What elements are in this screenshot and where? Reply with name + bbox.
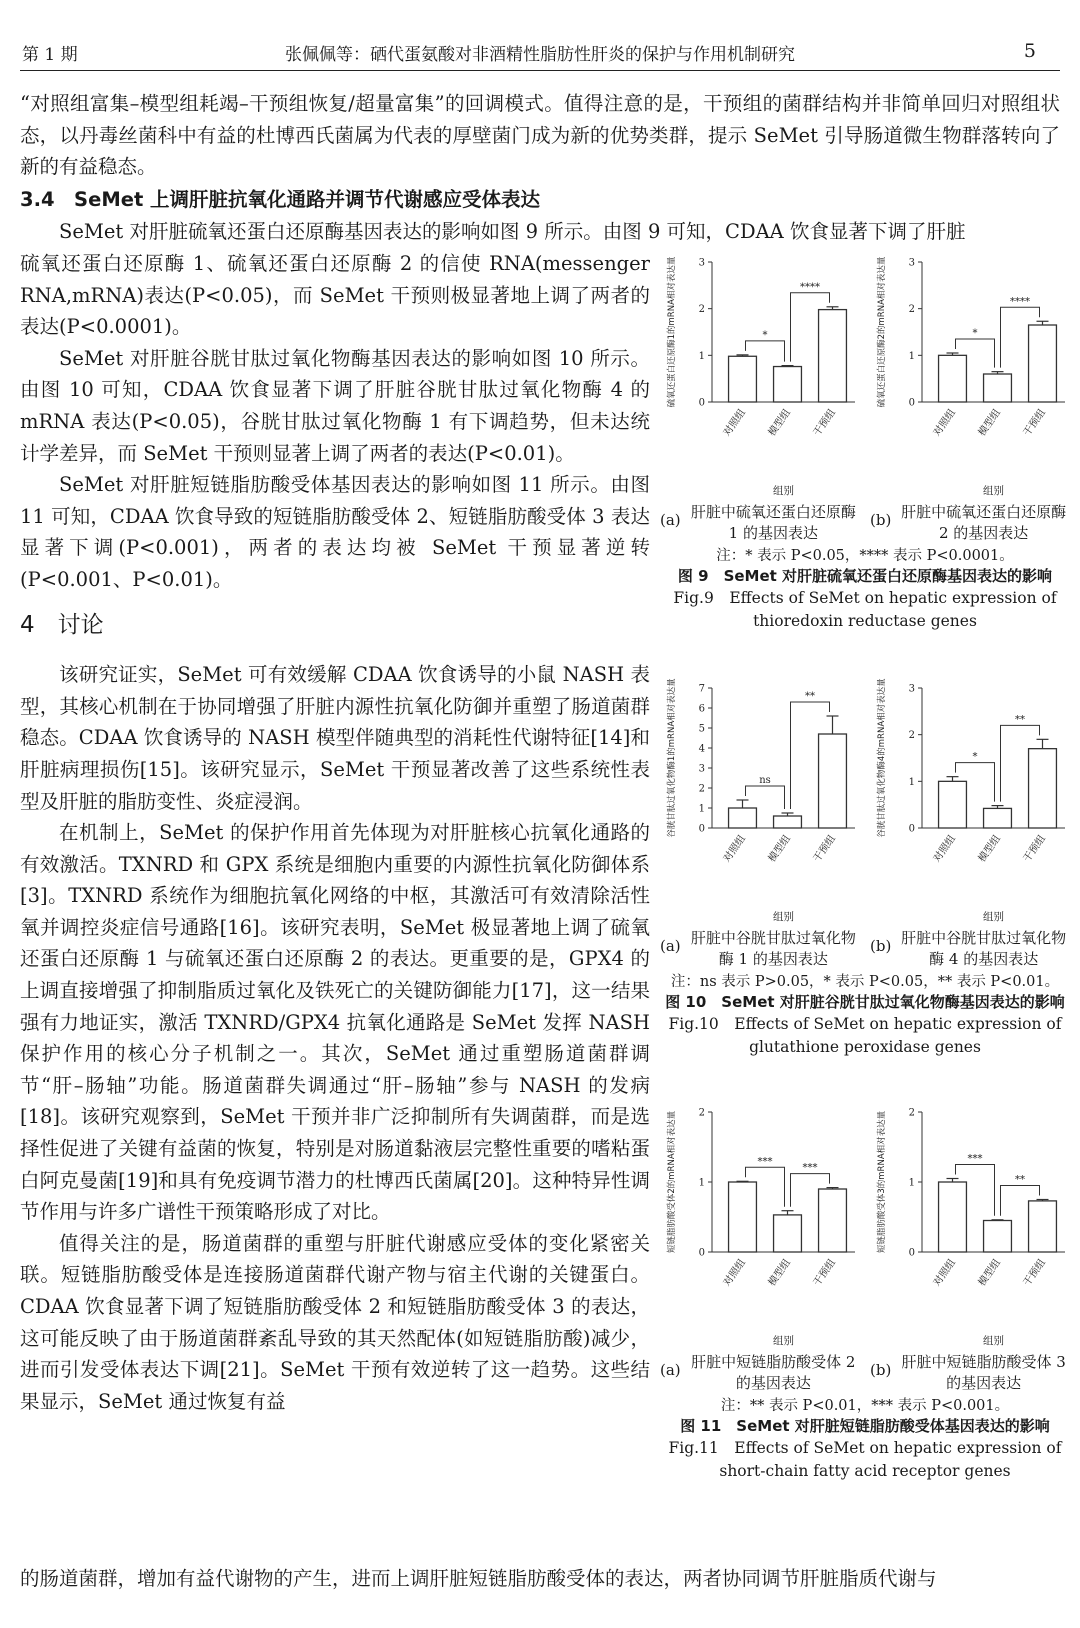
x-tick-label: 模型组 [976, 1257, 1003, 1289]
bar [729, 1182, 757, 1252]
panel-label: (b) [870, 511, 892, 529]
bar [984, 374, 1012, 402]
figure-title-en: Fig.11 Effects of SeMet on hepatic expression of short-chain fatty acid receptor genes [668, 1439, 1062, 1480]
y-tick-label: 2 [908, 304, 915, 316]
chart-fig10a [660, 676, 860, 926]
y-axis-label: 短链脂肪酸受体3的mRNA相对表达量 [877, 1110, 887, 1254]
significance-label: ns [759, 775, 771, 786]
y-tick-label: 3 [908, 683, 915, 695]
x-axis-label: 组别 [773, 911, 794, 923]
bar [939, 1182, 967, 1252]
y-tick-label: 2 [908, 730, 915, 742]
x-axis-label: 组别 [773, 1335, 794, 1347]
panel-caption: 肝脏中短链脂肪酸受体 3 的基因表达 [901, 1353, 1066, 1392]
y-axis-label: 硫氧还蛋白还原酶2的mRNA相对表达量 [877, 256, 887, 408]
panel-caption: 肝脏中谷胱甘肽过氧化物酶 1 的基因表达 [690, 929, 856, 968]
bar [819, 734, 847, 828]
significance-label: *** [757, 1156, 773, 1168]
x-tick-label: 干预组 [1021, 1257, 1048, 1289]
chart-fig11a [660, 1100, 860, 1350]
paragraph: SeMet 对肝脏谷胱甘肽过氧化物酶基因表达的影响如图 10 所示。由图 10 可知，CDAA 饮食显著下调了肝脏谷胱甘肽过氧化物酶 4 的 mRNA 表达(P<0.05)，谷胱甘肽过氧化物酶 1 有下调趋势，但未达统计学差异，而 SeMet 干预则显著上调了两者的表达(P<0.01)。 [20, 346, 650, 465]
issue-number: 第 1 期 [22, 45, 78, 65]
bar [774, 367, 802, 402]
y-tick-label: 2 [698, 304, 705, 316]
figure-title-cn: 图 10 SeMet 对肝脏谷胱甘肽过氧化物酶基因表达的影响 [665, 993, 1065, 1011]
y-tick-label: 2 [698, 1107, 705, 1119]
y-tick-label: 0 [908, 397, 915, 409]
x-axis-label: 组别 [773, 485, 794, 497]
top-paragraph [20, 88, 1060, 183]
y-tick-label: 0 [908, 1247, 915, 1259]
y-axis-label: 谷胱甘肽过氧化物酶4的mRNA相对表达量 [877, 678, 887, 838]
y-tick-label: 1 [698, 350, 705, 362]
significance-label: ** [1015, 1174, 1025, 1186]
y-tick-label: 1 [908, 776, 915, 788]
y-tick-label: 0 [698, 1247, 705, 1259]
chart-fig11b [870, 1100, 1070, 1350]
paragraph: 硫氧还蛋白还原酶 1、硫氧还蛋白还原酶 2 的信使 RNA(messenger RNA,mRNA)表达(P<0.05)，而 SeMet 干预则极显著地上调了两者的表达(P<0.0001)。 [20, 252, 650, 339]
x-tick-label: 模型组 [766, 1257, 793, 1289]
bar [774, 816, 802, 828]
figure-9 [660, 250, 1070, 633]
figure-title-en: Fig.10 Effects of SeMet on hepatic expression of glutathione peroxidase genes [668, 1015, 1062, 1056]
paragraph: “对照组富集–模型组耗竭–干预组恢复/超量富集”的回调模式。值得注意的是，干预组的菌群结构并非简单回归对照组状态，以丹毒丝菌科中有益的杜博西氏菌属为代表的厚壁菌门成为新的优势类群，提示 SeMet 引导肠道微生物群落转向了新的有益稳态。 [20, 92, 1060, 179]
significance-label: *** [802, 1162, 818, 1174]
bar [819, 1189, 847, 1252]
figure-title-en: Fig.9 Effects of SeMet on hepatic expression of thioredoxin reductase genes [673, 589, 1057, 630]
figure-title-cn: 图 11 SeMet 对肝脏短链脂肪酸受体基因表达的影响 [680, 1417, 1050, 1435]
chart-fig9a [660, 250, 860, 500]
y-axis-label: 硫氧还蛋白还原酶1的mRNA相对表达量 [667, 256, 677, 408]
bar [1029, 749, 1057, 828]
x-tick-label: 模型组 [766, 833, 793, 865]
y-tick-label: 1 [698, 803, 705, 815]
panel-caption: 肝脏中短链脂肪酸受体 2 的基因表达 [691, 1353, 856, 1392]
panel-caption: 肝脏中硫氧还蛋白还原酶 1 的基因表达 [690, 503, 856, 542]
y-tick-label: 3 [698, 257, 705, 269]
y-tick-label: 1 [698, 1177, 705, 1189]
x-tick-label: 对照组 [721, 1257, 748, 1289]
page-header [0, 0, 1080, 74]
x-axis-label: 组别 [983, 1335, 1004, 1347]
y-tick-label: 4 [698, 743, 705, 755]
significance-label: * [762, 329, 768, 341]
significance-label: *** [967, 1153, 983, 1165]
y-axis-label: 谷胱甘肽过氧化物酶1的mRNA相对表达量 [667, 678, 677, 838]
panel-label: (b) [870, 1361, 892, 1379]
y-tick-label: 0 [698, 823, 705, 835]
x-tick-label: 模型组 [976, 407, 1003, 439]
x-tick-label: 干预组 [1021, 833, 1048, 865]
y-tick-label: 2 [698, 783, 705, 795]
bar [939, 781, 967, 828]
chart-fig10b [870, 676, 1070, 926]
figure-note: 注：* 表示 P<0.05，**** 表示 P<0.0001。 [716, 548, 1014, 564]
y-tick-label: 7 [698, 683, 705, 695]
left-column-text [20, 248, 650, 1417]
paragraph: SeMet 对肝脏硫氧还蛋白还原酶基因表达的影响如图 9 所示。由图 9 可知，CDAA 饮食显著下调了肝脏 [59, 219, 966, 243]
x-tick-label: 干预组 [811, 1257, 838, 1289]
x-tick-label: 对照组 [721, 407, 748, 439]
bar [729, 808, 757, 828]
panel-caption: 肝脏中硫氧还蛋白还原酶 2 的基因表达 [901, 503, 1067, 542]
significance-label: ** [1015, 714, 1025, 726]
bar [774, 1215, 802, 1252]
bottom-paragraph [20, 1563, 1060, 1595]
section-3-4 [20, 184, 1060, 247]
y-tick-label: 0 [698, 397, 705, 409]
figure-title-cn: 图 9 SeMet 对肝脏硫氧还蛋白还原酶基因表达的影响 [677, 567, 1053, 585]
bar [1029, 325, 1057, 402]
y-tick-label: 1 [908, 350, 915, 362]
figure-11 [660, 1100, 1070, 1483]
significance-label: **** [800, 281, 820, 293]
y-tick-label: 1 [908, 1177, 915, 1189]
x-tick-label: 干预组 [811, 407, 838, 439]
panel-label: (a) [660, 1361, 681, 1379]
bar [1029, 1201, 1057, 1252]
section-heading: 4 讨论 [20, 611, 104, 638]
x-tick-label: 模型组 [766, 407, 793, 439]
x-tick-label: 对照组 [931, 407, 958, 439]
bar [939, 355, 967, 402]
x-tick-label: 模型组 [976, 833, 1003, 865]
figure-10 [660, 676, 1070, 1059]
bar [984, 1221, 1012, 1253]
panel-label: (b) [870, 937, 892, 955]
significance-label: ** [805, 691, 815, 702]
y-tick-label: 5 [698, 723, 705, 735]
x-tick-label: 干预组 [811, 833, 838, 865]
paragraph: 的肠道菌群，增加有益代谢物的产生，进而上调肝脏短链脂肪酸受体的表达，两者协同调节肝脏脂质代谢与 [20, 1567, 937, 1590]
bar [819, 310, 847, 402]
y-tick-label: 3 [698, 763, 705, 775]
bar [729, 356, 757, 402]
panel-caption: 肝脏中谷胱甘肽过氧化物酶 4 的基因表达 [901, 929, 1067, 968]
y-tick-label: 2 [908, 1107, 915, 1119]
x-tick-label: 对照组 [931, 833, 958, 865]
chart-fig9b [870, 250, 1070, 500]
y-axis-label: 短链脂肪酸受体2的mRNA相对表达量 [667, 1110, 677, 1254]
paragraph: 在机制上，SeMet 的保护作用首先体现为对肝脏核心抗氧化通路的有效激活。TXNRD 和 GPX 系统是细胞内重要的内源性抗氧化防御体系[3]。TXNRD 系统作为细胞抗氧化网络的中枢，其激活可有效清除活性氧并调控炎症信号通路[16]。该研究表明，SeMet 极显著地上调了硫氧还蛋白还原酶 1 与硫氧还蛋白还原酶 2 的表达。更重要的是，GPX4 的上调直接增强了抑制脂质过氧化及铁死亡的关键防御能力[17]，这一结果强有力地证实，激活 TXNRD/GPX4 抗氧化通路是 SeMet 发挥 NASH 保护作用的核心分子机制之一。其次，SeMet 通过重塑肠道菌群调节“肝–肠轴”功能。肠道菌群失调通过“肝–肠轴”参与 NASH 的发病[18]。该研究观察到，SeMet 干预并非广泛抑制所有失调菌群，而是选择性促进了关键有益菌的恢复，特别是对肠道黏液层完整性重要的嗜粘蛋白阿克曼菌[19]和具有免疫调节潜力的杜博西氏菌属[20]。这种特异性调节作用与许多广谱性干预策略形成了对比。 [20, 821, 650, 1224]
significance-bracket [746, 786, 785, 809]
x-axis-label: 组别 [983, 911, 1004, 923]
section-heading: 3.4 SeMet 上调肝脏抗氧化通路并调节代谢感应受体表达 [20, 188, 541, 211]
significance-label: **** [1010, 296, 1030, 308]
significance-label: * [972, 751, 978, 763]
y-tick-label: 6 [698, 703, 705, 715]
page-number: 5 [1023, 40, 1036, 62]
panel-label: (a) [660, 937, 681, 955]
y-tick-label: 0 [908, 823, 915, 835]
x-axis-label: 组别 [983, 485, 1004, 497]
significance-label: * [972, 328, 978, 339]
running-title: 张佩佩等：硒代蛋氨酸对非酒精性脂肪性肝炎的保护与作用机制研究 [285, 45, 795, 65]
paragraph: 该研究证实，SeMet 可有效缓解 CDAA 饮食诱导的小鼠 NASH 表型，其核心机制在于协同增强了肝脏内源性抗氧化防御并重塑了肠道菌群稳态。CDAA 饮食诱导的 NASH 模型伴随典型的消耗性代谢特征[14]和肝脏病理损伤[15]。该研究显示，SeMet 干预显著改善了这些系统性表型及肝脏的脂肪变性、炎症浸润。 [20, 663, 650, 813]
figure-note: 注：** 表示 P<0.01，*** 表示 P<0.001。 [720, 1398, 1010, 1414]
figure-note: 注：ns 表示 P>0.05，* 表示 P<0.05，** 表示 P<0.01。 [670, 974, 1060, 990]
paragraph: SeMet 对肝脏短链脂肪酸受体基因表达的影响如图 11 所示。由图 11 可知，CDAA 饮食导致的短链脂肪酸受体 2、短链脂肪酸受体 3 表达显著下调(P<0.001)，两者的表达均被 SeMet 干预显著逆转(P<0.001、P<0.01)。 [20, 473, 650, 591]
x-tick-label: 对照组 [721, 833, 748, 865]
paragraph: 值得关注的是，肠道菌群的重塑与肝脏代谢感应受体的变化紧密关联。短链脂肪酸受体是连接肠道菌群代谢产物与宿主代谢的关键蛋白。CDAA 饮食显著下调了短链脂肪酸受体 2 和短链脂肪酸受体 3 的表达，这可能反映了由于肠道菌群紊乱导致的其天然配体(如短链脂肪酸)减少，进而引发受体表达下调[21]。SeMet 干预有效逆转了这一趋势。这些结果显示，SeMet 通过恢复有益 [20, 1231, 650, 1413]
x-tick-label: 对照组 [931, 1257, 958, 1289]
y-tick-label: 3 [908, 257, 915, 269]
header-rule [20, 70, 1060, 71]
panel-label: (a) [660, 511, 681, 529]
bar [984, 808, 1012, 828]
x-tick-label: 干预组 [1021, 407, 1048, 439]
